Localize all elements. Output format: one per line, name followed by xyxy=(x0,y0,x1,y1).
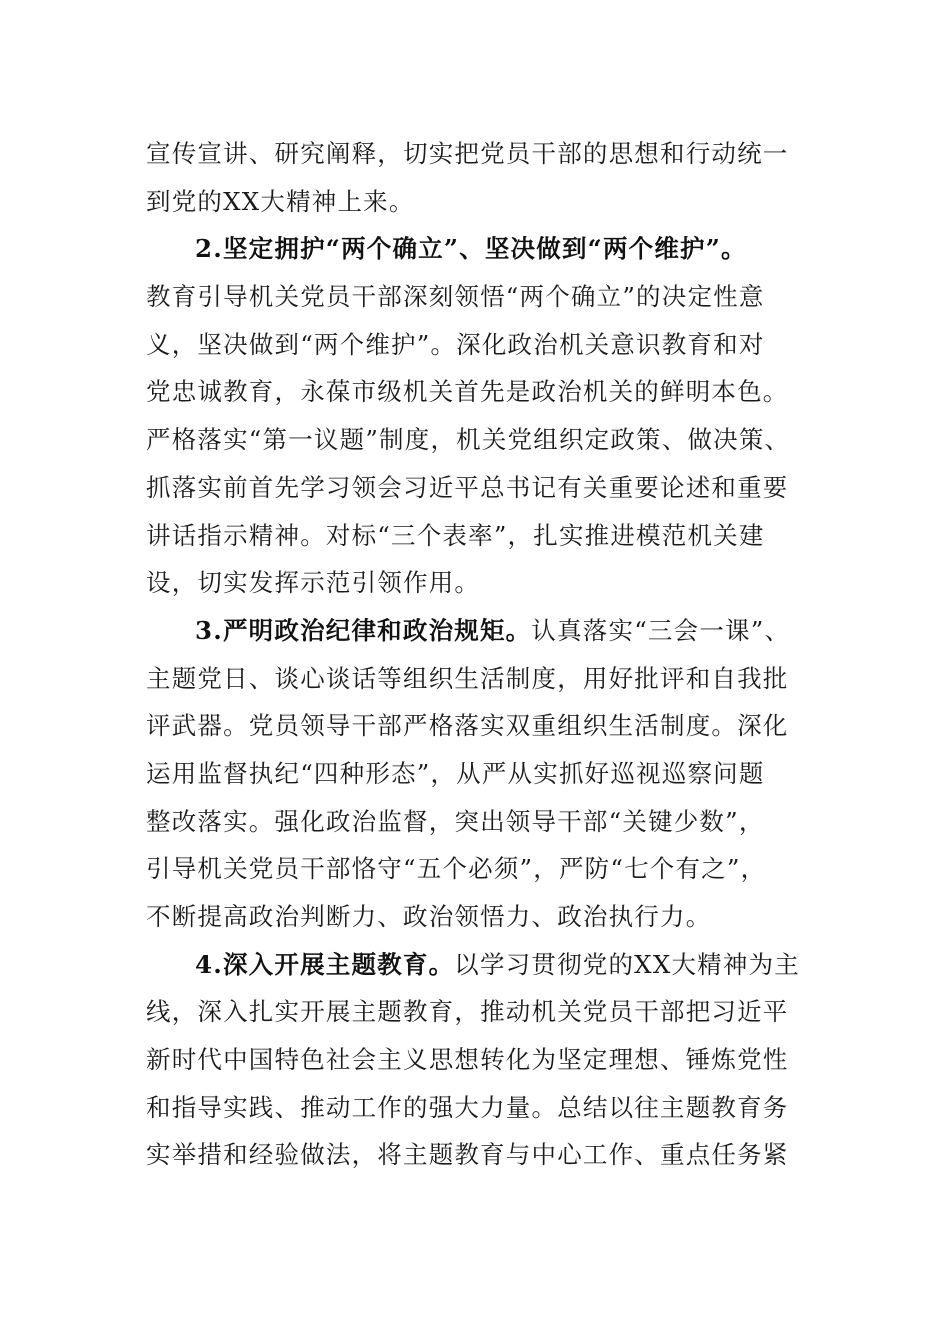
text-line: 义，坚决做到“两个维护”。深化政治机关意识教育和对 xyxy=(146,329,765,359)
section-3-text: 认真落实“三会一课”、 xyxy=(531,615,791,645)
text-line: 实举措和经验做法，将主题教育与中心工作、重点任务紧 xyxy=(146,1140,789,1170)
section-heading-2: 2.坚定拥护“两个确立”、坚决做到“两个维护”。 xyxy=(195,234,747,264)
text-line: 到党的XX大精神上来。 xyxy=(146,186,415,216)
text-line: 整改落实。强化政治监督，突出领导干部“关键少数”， xyxy=(146,806,765,836)
text-line: 讲话指示精神。对标“三个表率”，扎实推进模范机关建 xyxy=(146,520,765,550)
section-4-text: 以学习贯彻党的XX大精神为主 xyxy=(454,949,800,979)
text-line: 和指导实践、推动工作的强大力量。总结以往主题教育务 xyxy=(146,1092,789,1122)
text-line: 严格落实“第一议题”制度，机关党组织定政策、做决策、 xyxy=(146,425,791,455)
section-4-first-line xyxy=(146,941,806,989)
text-line: 运用监督执纪“四种形态”，从严从实抓好巡视巡察问题 xyxy=(146,758,765,788)
section-heading-3: 3.严明政治纪律和政治规矩。 xyxy=(195,615,532,645)
text-line: 党忠诚教育，永葆市级机关首先是政治机关的鲜明本色。 xyxy=(146,377,789,407)
text-line: 不断提高政治判断力、政治领悟力、政治执行力。 xyxy=(146,902,712,931)
text-line: 评武器。党员领导干部严格落实双重组织生活制度。深化 xyxy=(146,711,789,741)
text-line: 线，深入扎实开展主题教育，推动机关党员干部把习近平 xyxy=(146,997,789,1027)
text-line: 主题党日、谈心谈话等组织生活制度，用好批评和自我批 xyxy=(146,663,789,693)
text-line: 教育引导机关党员干部深刻领悟“两个确立”的决定性意 xyxy=(146,282,765,312)
document-body xyxy=(146,130,806,1179)
text-line: 设，切实发挥示范引领作用。 xyxy=(146,568,481,598)
text-line: 抓落实前首先学习领会习近平总书记有关重要论述和重要 xyxy=(146,472,789,502)
text-line: 宣传宣讲、研究阐释，切实把党员干部的思想和行动统一 xyxy=(146,139,789,168)
section-3-first-line xyxy=(146,607,806,655)
text-line: 引导机关党员干部恪守“五个必须”，严防“七个有之”， xyxy=(146,854,767,884)
text-line: 新时代中国特色社会主义思想转化为坚定理想、锤炼党性 xyxy=(146,1045,789,1075)
section-heading-4: 4.深入开展主题教育。 xyxy=(195,949,455,979)
